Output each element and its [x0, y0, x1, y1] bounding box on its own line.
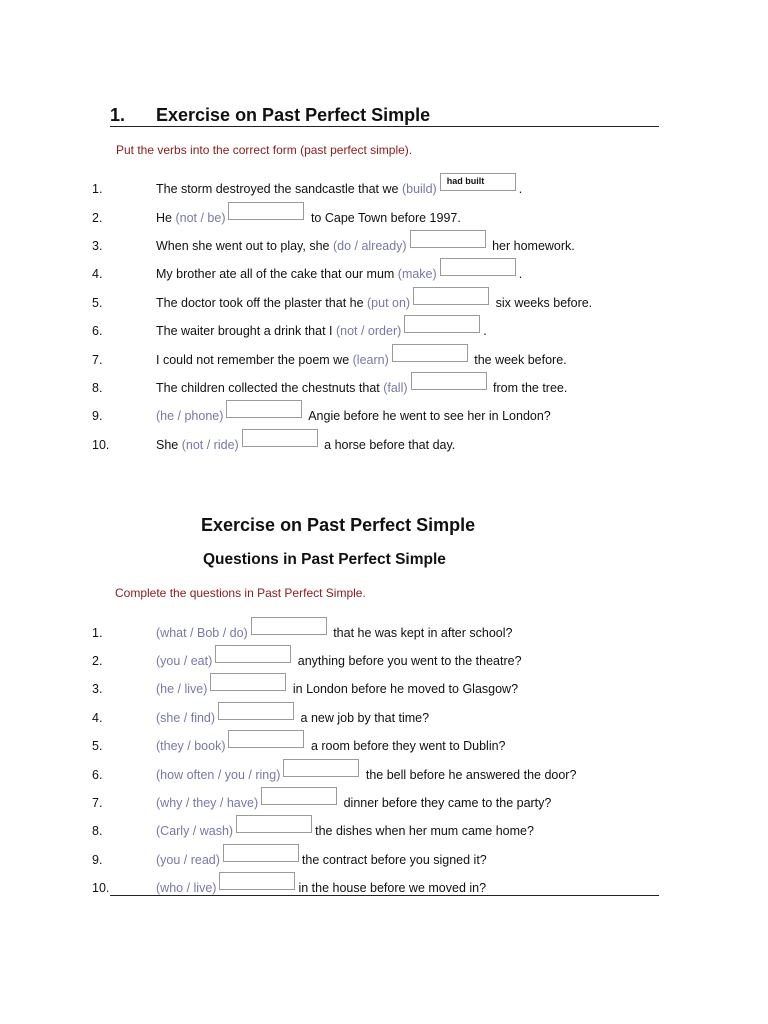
- sentence-end: in London before he moved to Glasgow?: [289, 682, 519, 696]
- exercise-item: [0, 350, 768, 374]
- answer-field[interactable]: [392, 344, 468, 362]
- item-sentence: [156, 350, 567, 370]
- item-number: 8.: [92, 824, 103, 838]
- sentence-start: I could not remember the poem we: [156, 353, 353, 367]
- sentence-end: to Cape Town before 1997.: [307, 211, 461, 225]
- answer-field[interactable]: [219, 872, 295, 890]
- verb-hint: (Carly / wash): [156, 824, 234, 838]
- verb-hint: (they / book): [156, 739, 226, 753]
- item-number: 2.: [92, 654, 103, 668]
- answer-field[interactable]: [223, 844, 299, 862]
- item-sentence: [156, 793, 551, 813]
- answer-field[interactable]: [413, 287, 489, 305]
- verb-hint: (he / phone): [156, 409, 224, 423]
- verb-hint: (learn): [352, 353, 389, 367]
- section2-instruction: Complete the questions in Past Perfect Simple.: [115, 586, 366, 600]
- item-sentence: [156, 406, 551, 426]
- item-sentence: [156, 679, 518, 699]
- sentence-end: in the house before we moved in?: [298, 881, 487, 895]
- item-number: 7.: [92, 353, 103, 367]
- answer-field[interactable]: [261, 787, 337, 805]
- sentence-end: anything before you went to the theatre?: [294, 654, 522, 668]
- verb-hint: (put on): [367, 296, 411, 310]
- sentence-end: that he was kept in after school?: [329, 626, 513, 640]
- item-number: 8.: [92, 381, 103, 395]
- item-sentence: [156, 176, 523, 199]
- sentence-end: .: [518, 182, 523, 196]
- item-number: 10.: [92, 881, 110, 895]
- verb-hint: (not / ride): [181, 438, 239, 452]
- item-number: 10.: [92, 438, 110, 452]
- item-sentence: [156, 321, 487, 341]
- item-sentence: [156, 236, 575, 256]
- exercise-item: [0, 176, 768, 203]
- answer-field[interactable]: [215, 645, 291, 663]
- item-number: 3.: [92, 239, 103, 253]
- item-number: 1.: [92, 182, 103, 196]
- sentence-end: six weeks before.: [492, 296, 593, 310]
- verb-hint: (not / be): [175, 211, 226, 225]
- item-number: 9.: [92, 853, 103, 867]
- exercise-item: [0, 321, 768, 345]
- answer-field[interactable]: [228, 202, 304, 220]
- answer-field[interactable]: had built: [440, 173, 516, 191]
- answer-field[interactable]: [236, 815, 312, 833]
- sentence-end: dinner before they came to the party?: [340, 796, 552, 810]
- sentence-end: the week before.: [470, 353, 567, 367]
- exercise-item: [0, 406, 768, 430]
- item-sentence: [156, 736, 506, 756]
- item-sentence: [156, 208, 461, 228]
- sentence-end: the dishes when her mum came home?: [315, 824, 534, 838]
- answer-field[interactable]: [440, 258, 516, 276]
- exercise-item: [0, 208, 768, 232]
- sentence-end: the contract before you signed it?: [301, 853, 487, 867]
- exercise-item: [0, 378, 768, 402]
- item-sentence: [156, 378, 567, 398]
- sentence-start: He: [156, 211, 176, 225]
- item-number: 6.: [92, 768, 103, 782]
- item-sentence: [156, 293, 592, 313]
- sentence-start: My brother ate all of the cake that our mum: [156, 267, 398, 281]
- sentence-end: the bell before he answered the door?: [362, 768, 577, 782]
- answer-field[interactable]: [218, 702, 294, 720]
- sentence-start: She: [156, 438, 182, 452]
- sentence-end: .: [518, 267, 523, 281]
- verb-hint: (fall): [383, 381, 408, 395]
- verb-hint: (she / find): [156, 711, 216, 725]
- sentence-start: The storm destroyed the sandcastle that we: [156, 182, 402, 196]
- sentence-end: a room before they went to Dublin?: [307, 739, 506, 753]
- exercise-item: [0, 878, 768, 902]
- section1-heading: [110, 104, 659, 127]
- item-sentence: [156, 850, 487, 870]
- answer-field[interactable]: [210, 673, 286, 691]
- verb-hint: (you / read): [156, 853, 220, 867]
- sentence-end: .: [483, 324, 487, 338]
- exercise-item: [0, 765, 768, 789]
- item-number: 9.: [92, 409, 103, 423]
- item-number: 5.: [92, 296, 103, 310]
- verb-hint: (who / live): [156, 881, 217, 895]
- item-sentence: [156, 435, 455, 455]
- section2-subtitle: Questions in Past Perfect Simple: [203, 551, 446, 568]
- sentence-end: Angie before he went to see her in London?: [305, 409, 551, 423]
- verb-hint: (how often / you / ring): [156, 768, 281, 782]
- item-sentence: [156, 765, 576, 785]
- exercise-item: [0, 623, 768, 647]
- exercise-item: [0, 793, 768, 817]
- sentence-start: The doctor took off the plaster that he: [156, 296, 368, 310]
- item-number: 4.: [92, 267, 103, 281]
- exercise-item: [0, 264, 768, 288]
- item-sentence: [156, 821, 534, 841]
- answer-field[interactable]: [283, 759, 359, 777]
- exercise-item: [0, 708, 768, 732]
- item-number: 3.: [92, 682, 103, 696]
- section1-title: Exercise on Past Perfect Simple: [156, 105, 431, 125]
- item-number: 2.: [92, 211, 103, 225]
- item-sentence: [156, 651, 522, 671]
- sentence-end: her homework.: [488, 239, 575, 253]
- item-number: 6.: [92, 324, 103, 338]
- exercise-item: [0, 850, 768, 874]
- exercise-item: [0, 679, 768, 703]
- answer-field[interactable]: [410, 230, 486, 248]
- item-number: 5.: [92, 739, 103, 753]
- item-number: 4.: [92, 711, 103, 725]
- sentence-end: a new job by that time?: [297, 711, 430, 725]
- answer-field[interactable]: [242, 429, 318, 447]
- exercise-item: [0, 236, 768, 260]
- answer-field[interactable]: [404, 315, 480, 333]
- exercise-item: [0, 435, 768, 459]
- exercise-item: [0, 293, 768, 317]
- item-sentence: [156, 708, 429, 728]
- verb-hint: (you / eat): [156, 654, 213, 668]
- item-number: 7.: [92, 796, 103, 810]
- section2-title: Exercise on Past Perfect Simple: [201, 515, 476, 535]
- item-sentence: [156, 623, 512, 643]
- answer-field[interactable]: [411, 372, 487, 390]
- bottom-divider: [110, 895, 659, 896]
- section1-number: 1.: [110, 105, 126, 125]
- verb-hint: (make): [397, 267, 437, 281]
- verb-hint: (do / already): [332, 239, 407, 253]
- sentence-start: When she went out to play, she: [156, 239, 333, 253]
- sentence-end: from the tree.: [489, 381, 568, 395]
- sentence-start: The children collected the chestnuts that: [156, 381, 384, 395]
- answer-field[interactable]: [228, 730, 304, 748]
- verb-hint: (not / order): [335, 324, 402, 338]
- section1-instruction: Put the verbs into the correct form (past perfect simple).: [116, 143, 413, 157]
- item-number: 1.: [92, 626, 103, 640]
- exercise-item: [0, 736, 768, 760]
- verb-hint: (build): [401, 182, 437, 196]
- verb-hint: (he / live): [156, 682, 208, 696]
- sentence-end: a horse before that day.: [320, 438, 456, 452]
- exercise-item: [0, 821, 768, 845]
- verb-hint: (why / they / have): [156, 796, 259, 810]
- verb-hint: (what / Bob / do): [156, 626, 248, 640]
- answer-field[interactable]: [226, 400, 302, 418]
- exercise-item: [0, 651, 768, 675]
- answer-field[interactable]: [251, 617, 327, 635]
- item-sentence: [156, 264, 522, 284]
- sentence-start: The waiter brought a drink that I: [156, 324, 336, 338]
